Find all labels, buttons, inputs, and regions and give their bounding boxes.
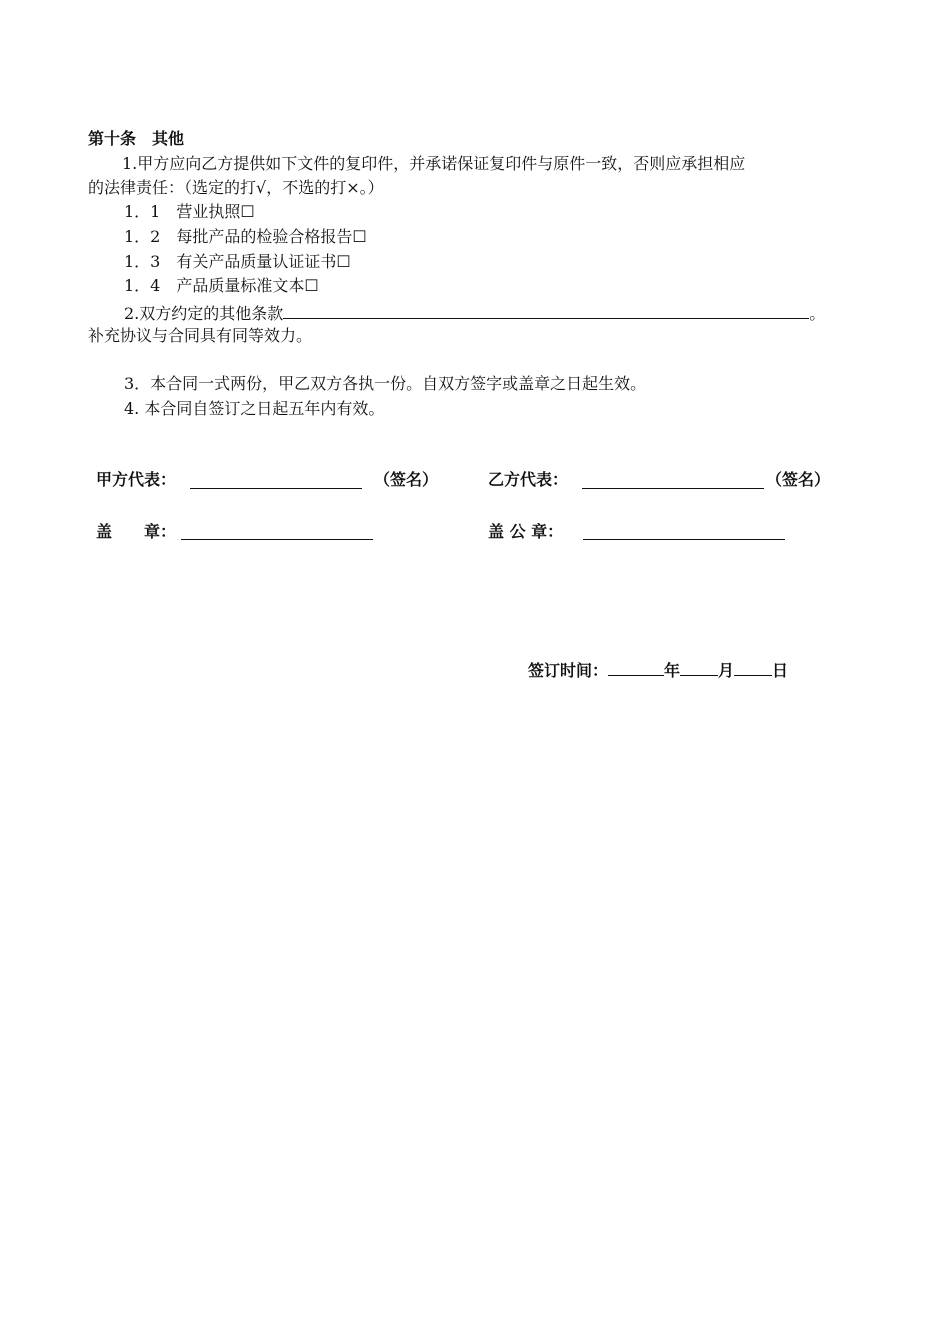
day-blank[interactable] [734,658,772,676]
sub-item-1-4: 1．4 产品质量标准文本☐ [124,276,319,295]
other-terms-blank[interactable] [283,301,809,319]
year-blank[interactable] [608,658,664,676]
month-blank[interactable] [680,658,718,676]
sub-item-1-1: 1．1 营业执照☐ [124,202,255,221]
party-b-rep-label: 乙方代表： [488,470,569,489]
party-a-sign-note: （签名） [374,470,439,489]
item4: 4. 本合同自签订之日起五年内有效。 [124,399,385,418]
item2-line2: 补充协议与合同具有同等效力。 [88,326,313,345]
party-b-sign-note: （签名） [766,470,831,489]
sub-item-1-3: 1．3 有关产品质量认证证书☐ [124,252,351,271]
item1-line1: 1.甲方应向乙方提供如下文件的复印件，并承诺保证复印件与原件一致，否则应承担相应 [122,154,746,173]
day-unit: 日 [772,661,789,680]
item2-line1 [124,301,825,324]
item3: 3．本合同一式两份，甲乙双方各执一份。自双方签字或盖章之日起生效。 [124,374,647,393]
party-a-seal-blank[interactable] [181,522,373,540]
article-heading: 第十条 其他 [88,129,185,148]
month-unit: 月 [718,661,735,680]
party-b-signature-blank[interactable] [582,471,764,489]
item1-line2: 的法律责任：（选定的打√，不选的打×。） [88,178,384,197]
party-a-signature-blank[interactable] [190,471,362,489]
party-b-seal-label: 盖 公 章： [488,522,564,541]
date-label: 签订时间： [528,661,609,680]
signing-date [528,658,788,681]
party-b-seal-blank[interactable] [583,522,785,540]
year-unit: 年 [664,661,681,680]
item2-suffix: 。 [809,304,826,323]
party-a-rep-label: 甲方代表： [96,470,177,489]
item2-prefix: 2.双方约定的其他条款 [124,304,284,323]
sub-item-1-2: 1．2 每批产品的检验合格报告☐ [124,227,367,246]
party-a-seal-label: 盖 章： [96,522,177,541]
